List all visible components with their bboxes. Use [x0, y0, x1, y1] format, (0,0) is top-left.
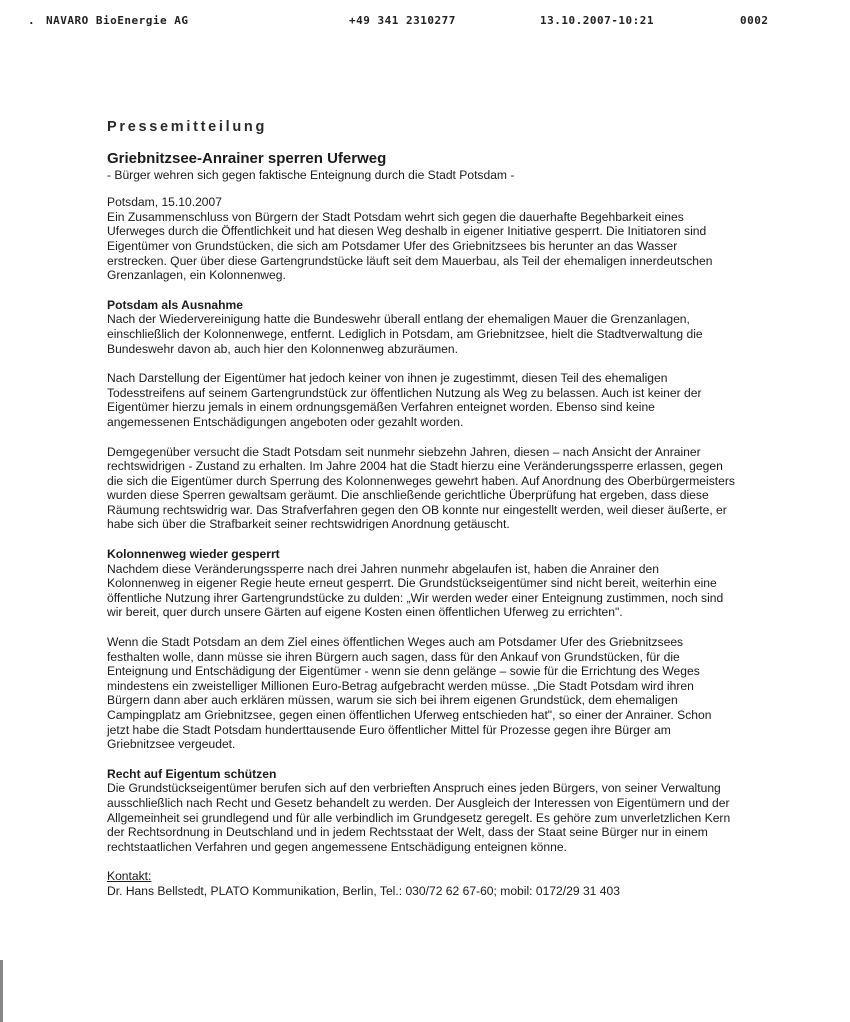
subheadline: - Bürger wehren sich gegen faktische Enteignung durch die Stadt Potsdam -	[107, 167, 515, 182]
contact-details: Dr. Hans Bellstedt, PLATO Kommunikation, Berlin, Tel.: 030/72 62 67-60; mobil: 0172/29 31 403	[107, 883, 620, 898]
paragraph: Die Grundstückseigentümer berufen sich auf den verbrieften Anspruch eines jeden Bürgers, von seiner Verwaltung ausschließlich nach Recht und Gesetz behandelt zu werden. Der Ausgleich der Interessen von Eigentümern und der Allgemeinheit sei grundlegend und für alle verbindlich im Grundgesetz geregelt. Es gehöre zum unverletzlichen Kern der Rechtsordnung in Deutschland und in jedem Rechtsstaat der Welt, dass der Staat seine Bürger nur in einem rechtstaatlichen Verfahren und gegen angemessene Entschädigung enteignen könne.	[107, 781, 731, 854]
paragraph: Wenn die Stadt Potsdam an dem Ziel eines öffentlichen Weges auch am Potsdamer Ufer des Griebnitzsees festhalten wolle, dann müsse sie ihren Bürgern auch sagen, dass für den Ankauf von Grundstücken, für die Enteignung und Entschädigung der Eigentümer - wenn sie denn gelänge – sowie für die Errichtung des Weges mindestens ein zweistelliger Millionen Euro-Betrag aufgebracht werden müsse. „Die Stadt Potsdam wird ihren Bürgern dann aber auch erklären müssen, warum sie sich bei ihrem eigenen Grundstück, dem ehemaligen Campingplatz am Griebnitzsee, gegen einen öffentlichen Uferweg entschieden hat", so einer der Anrainer. Schon jetzt habe die Stadt Potsdam hunderttausende Euro öffentlicher Mittel für Prozesse gegen ihre Bürger am Griebnitzsee vergeudet.	[107, 635, 712, 752]
paragraph: Nach Darstellung der Eigentümer hat jedoch keiner von ihnen je zugestimmt, diesen Teil des ehemaligen Todesstreifens auf seinem Gartengrundstück zur öffentlichen Nutzung als Weg zu belassen. Auch ist keiner der Eigentümer hierzu jemals in einem ordnungsgemäßen Verfahren enteignet worden. Ebenso sind keine angemessenen Entschädigungen angeboten oder gezahlt worden.	[107, 371, 702, 429]
fax-transmission-header	[0, 14, 850, 34]
press-release-body	[107, 120, 735, 899]
document-type-label: Pressemitteilung	[107, 119, 268, 135]
fax-header-mark: .	[28, 14, 36, 27]
paragraph: Nach der Wiedervereinigung hatte die Bundeswehr überall entlang der ehemaligen Mauer die Grenzanlagen, einschließlich der Kolonnenwege, entfernt. Lediglich in Potsdam, am Griebnitzsee, hielt die Stadtverwaltung die Bundeswehr davon ab, auch hier den Kolonnenweg abzuräumen.	[107, 312, 703, 356]
fax-datetime: 13.10.2007-10:21	[540, 14, 654, 27]
scan-edge-mark	[0, 960, 3, 1022]
fax-page-number: 0002	[740, 14, 769, 27]
intro-paragraph: Ein Zusammenschluss von Bürgern der Stadt Potsdam wehrt sich gegen die dauerhafte Begehbarkeit eines Uferweges durch die Öffentlichkeit und hat diesen Weg deshalb in eigener Initiative gesperrt. Die Initiatoren sind Eigentümer von Grundstücken, die sich am Potsdamer Ufer des Griebnitzsees bis herunter an das Wasser erstrecken. Quer über diese Gartengrundstücke läuft seit dem Mauerbau, als Teil der ehemaligen innerdeutschen Grenzanlagen, ein Kolonnenweg.	[107, 209, 713, 283]
fax-sender: NAVARO BioEnergie AG	[46, 14, 189, 27]
place-date: Potsdam, 15.10.2007	[107, 195, 222, 210]
section-heading-eigentum: Recht auf Eigentum schützen	[107, 766, 277, 781]
paragraph: Nachdem diese Veränderungssperre nach drei Jahren nunmehr abgelaufen ist, haben die Anrainer den Kolonnenweg in eigener Regie heute erneut gesperrt. Die Grundstückseigentümer sind nicht bereit, weiterhin eine öffentliche Nutzung ihrer Gartengrundstücke zu dulden: „Wir werden weder einer Enteignung zustimmen, noch sind wir bereit, quer durch unsere Gärten auf eigene Kosten einen öffentlichen Uferweg zu errichten".	[107, 561, 724, 620]
paragraph: Demgegenüber versucht die Stadt Potsdam seit nunmehr siebzehn Jahren, diesen – nach Ansicht der Anrainer rechtswidrigen - Zustand zu erhalten. Im Jahre 2004 hat die Stadt hierzu eine Veränderungssperre erlassen, gegen die sich die Eigentümer durch Sperrung des Kolonnenweges gewehrt haben. Auf Anordnung des Oberbürgermeisters wurden diese Sperren gewaltsam geräumt. Die anschließende gerichtliche Überprüfung hat ergeben, dass diese Räumung rechtswidrig war. Das Strafverfahren gegen den OB konnte nur eingestellt werden, weil dieser äußerte, er habe sich über die Strafbarkeit seiner rechtswidrigen Anordnung getäuscht.	[107, 444, 735, 532]
fax-phone-number: +49 341 2310277	[349, 14, 456, 27]
contact-label: Kontakt:	[107, 869, 152, 884]
headline: Griebnitzsee-Anrainer sperren Uferweg	[107, 149, 387, 167]
section-heading-kolonnenweg: Kolonnenweg wieder gesperrt	[107, 547, 280, 562]
section-heading-potsdam: Potsdam als Ausnahme	[107, 297, 243, 312]
